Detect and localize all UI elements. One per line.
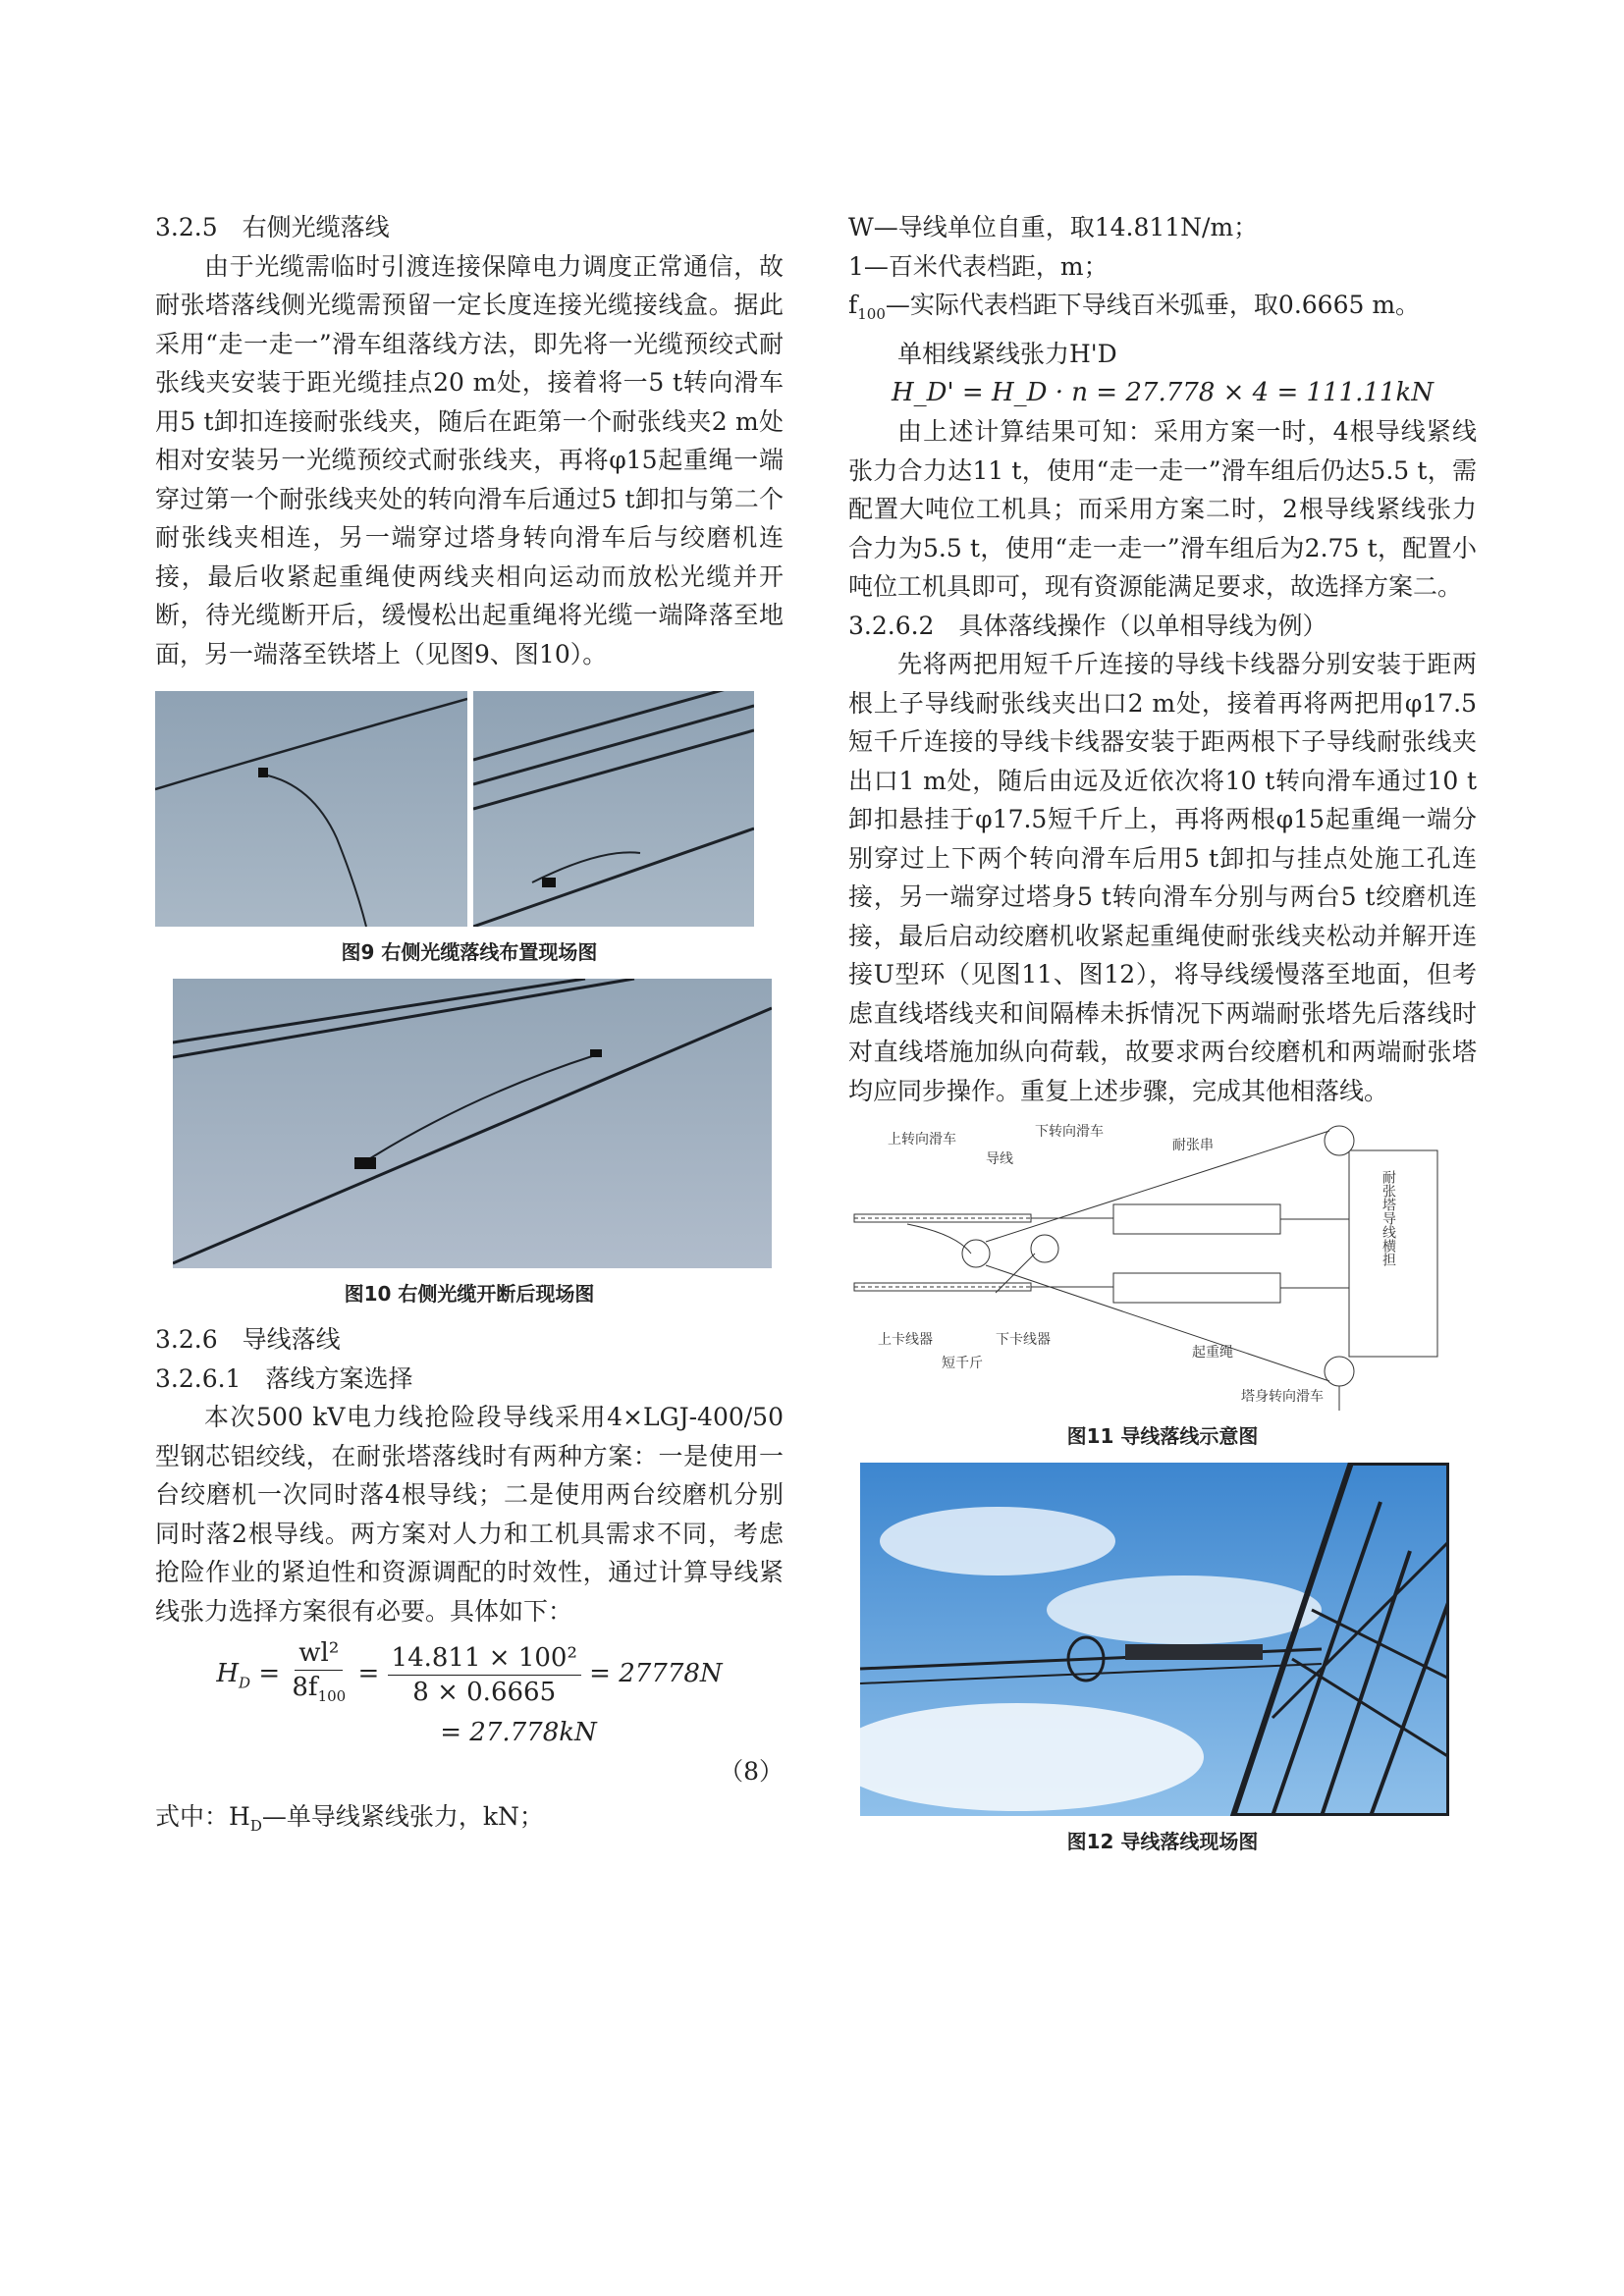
label-conductor: 导线 bbox=[986, 1151, 1013, 1167]
label-lower-pulley: 下转向滑车 bbox=[1035, 1124, 1104, 1140]
figure-9-photo-left bbox=[155, 691, 467, 927]
eq-lhs: H bbox=[216, 1659, 240, 1689]
figure-12-photo bbox=[860, 1463, 1449, 1816]
equation-number: （8） bbox=[719, 1757, 784, 1787]
section-heading-3-2-6-2: 3.2.6.2 具体落线操作（以单相导线为例） bbox=[848, 611, 1327, 640]
paragraph-operation: 先将两把用短千斤连接的导线卡线器分别安装于距两根上子导线耐张线夹出口2 m处，接着再将两把用φ17.5短千斤连接的导线卡线器安装于距两根下子导线耐张线夹出口1 m处，随后由远及近依次将10 t转向滑车通过10 t卸扣悬挂于φ17.5短千斤上，再将两根φ15起重绳一端分别穿过上下两个转向滑车后用5 t卸扣与挂点处施工孔连接，另一端穿过塔身5 t转向滑车分别与两台5 t绞磨机连接，最后启动绞磨机收紧起重绳使耐张线夹松动并解开连接U型环（见图11、图12），将导线缓慢落至地面，但考虑直线塔线夹和间隔棒未拆情况下两端耐张塔先后落线时对直线塔施加纵向荷载，故要求两台绞磨机和两端耐张塔均应同步操作。重复上述步骤，完成其他相落线。 bbox=[848, 650, 1477, 1105]
left-column bbox=[155, 208, 784, 1846]
section-heading-3-2-6-1: 3.2.6.1 落线方案选择 bbox=[155, 1363, 413, 1393]
definition-l: 1—百米代表档距，m； bbox=[848, 251, 1109, 281]
label-upper-clamp: 上卡线器 bbox=[878, 1332, 933, 1348]
equation-8-result: = 27.778kN bbox=[440, 1718, 597, 1748]
label-tension-string: 耐张串 bbox=[1172, 1138, 1214, 1153]
label-short-sling: 短千斤 bbox=[942, 1356, 983, 1371]
definition-w: W—导线单位自重，取14.811N/m； bbox=[848, 213, 1259, 241]
figure-11-diagram bbox=[848, 1116, 1477, 1411]
paragraph-cable-dropping: 由于光缆需临时引渡连接保障电力调度正常通信，故耐张塔落线侧光缆需预留一定长度连接光缆接线盒。据此采用“走一走一”滑车组落线方法，即先将一光缆预绞式耐张线夹安装于距光缆挂点20 m处，接着将一5 t转向滑车用5 t卸扣连接耐张线夹，随后在距第一个耐张线夹2 m处相对安装另一光缆预绞式耐张线夹，再将φ15起重绳一端穿过第一个耐张线夹处的转向滑车后通过5 t卸扣与第二个耐张线夹相连，另一端穿过塔身转向滑车后与绞磨机连接，最后收紧起重绳使两线夹相向运动而放松光缆并开断，待光缆断开后，缓慢松出起重绳将光缆一端降落至地面，另一端落至铁塔上（见图9、图10）。 bbox=[155, 251, 784, 668]
figure-11-caption: 图11 导线落线示意图 bbox=[1066, 1424, 1259, 1448]
figure-9 bbox=[155, 691, 784, 927]
equation-8: $H_D$ = $\frac{\text{wl²}}{8f_{100}}$ = $\frac{\text{14.811 × 100²}}{8 \times 0.6665}$ = 27778N bbox=[155, 1636, 784, 1713]
label-upper-pulley: 上转向滑车 bbox=[888, 1132, 956, 1148]
eq-result-n: = 27778N bbox=[589, 1659, 723, 1689]
paragraph-where: 式中：$H_D—$单导线紧线张力，kN； bbox=[155, 1802, 544, 1836]
eq-fraction-symbolic: $\frac{\text{wl²}}{8f_{100}}$ bbox=[292, 1638, 347, 1706]
figure-12-caption: 图12 导线落线现场图 bbox=[1066, 1830, 1259, 1853]
paragraph-calc-result: 由上述计算结果可知：采用方案一时，4根导线紧线张力合力达11 t，使用“走一走一”滑车组后仍达5.5 t，需配置大吨位工机具；而采用方案二时，2根导线紧线张力合力为5.5 t，使用“走一走一”滑车组后为2.75 t，配置小吨位工机具即可，现有资源能满足要求，故选择方案二。 bbox=[848, 417, 1477, 601]
figure-9-photo-right bbox=[473, 691, 754, 927]
single-phase-tension-label: 单相线紧线张力H'D bbox=[897, 339, 1117, 368]
equation-9: H_D' = H_D · n = 27.778 × 4 = 111.11kN bbox=[892, 378, 1434, 407]
figure-9-caption: 图9 右侧光缆落线布置现场图 bbox=[341, 940, 598, 964]
definition-f100: $f_{100}—$实际代表档距下导线百米弧垂，取0.6665 m。 bbox=[848, 291, 1421, 323]
label-crossarm: 耐张塔导线横担 bbox=[1380, 1170, 1396, 1266]
figure-10-caption: 图10 右侧光缆开断后现场图 bbox=[344, 1282, 595, 1306]
label-tower-pulley: 塔身转向滑车 bbox=[1241, 1389, 1324, 1405]
label-hoist-rope: 起重绳 bbox=[1192, 1345, 1233, 1361]
right-column bbox=[848, 208, 1477, 1868]
section-heading-3-2-6: 3.2.6 导线落线 bbox=[155, 1325, 341, 1354]
section-heading-3-2-5: 3.2.5 右侧光缆落线 bbox=[155, 213, 390, 241]
paragraph-scheme-selection: 本次500 kV电力线抢险段导线采用4×LGJ-400/50型钢芯铝绞线，在耐张塔落线时有两种方案：一是使用一台绞磨机一次同时落4根导线；二是使用两台绞磨机分别同时落2根导线。两方案对人力和工机具需求不同，考虑抢险作业的紧迫性和资源调配的时效性，通过计算导线紧线张力选择方案很有必要。具体如下： bbox=[155, 1403, 784, 1626]
figure-10-photo bbox=[173, 979, 772, 1268]
label-lower-clamp: 下卡线器 bbox=[996, 1332, 1051, 1348]
eq-fraction-numeric: $\frac{\text{14.811 × 100²}}{8 \times 0.6665}$ bbox=[388, 1641, 581, 1709]
